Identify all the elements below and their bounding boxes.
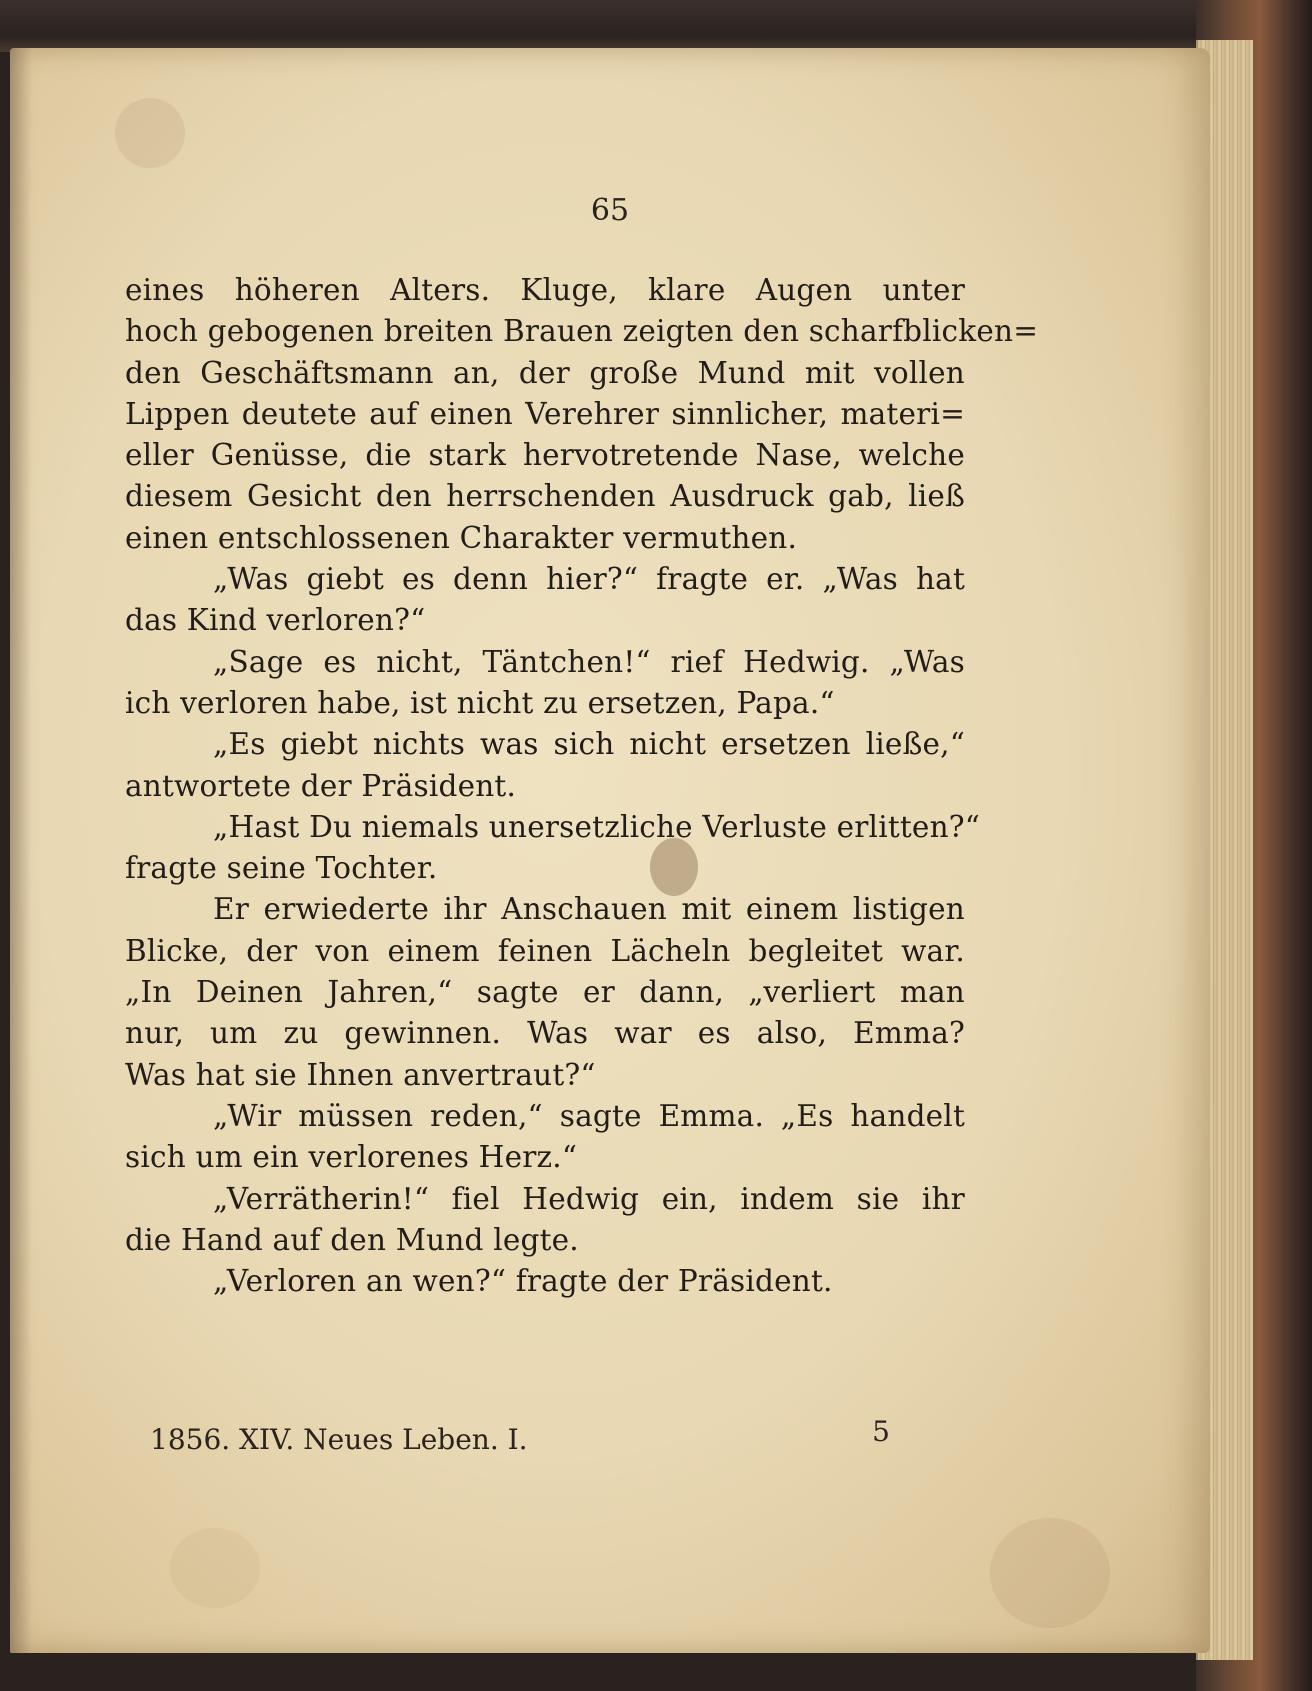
text-line: Blicke, der von einem feinen Lächeln begleitet war. [125, 933, 965, 968]
text-line: Er erwiederte ihr Anschauen mit einem listigen [213, 892, 965, 927]
text-line: eines höheren Alters. Kluge, klare Augen unter [125, 273, 965, 307]
text-line: hoch gebogenen breiten Brauen zeigten den scharfblicken= [125, 314, 1039, 349]
text-line: Was hat sie Ihnen anvertraut?“ [125, 1057, 596, 1092]
text-line: „Wir müssen reden,“ sagte Emma. „Es handelt [213, 1098, 965, 1133]
body-text [125, 270, 1039, 1302]
text-line: die Hand auf den Mund legte. [125, 1222, 579, 1257]
paper-stain [170, 1528, 260, 1608]
text-line: nur, um zu gewinnen. Was war es also, Emma? [125, 1016, 965, 1051]
signature-mark: 5 [872, 1415, 890, 1448]
text-line: diesem Gesicht den herrschenden Ausdruck gab, ließ [125, 479, 965, 514]
text-line: sich um ein verlorenes Herz.“ [125, 1140, 578, 1175]
page-crease [10, 48, 32, 1653]
imprint-line: 1856. XIV. Neues Leben. I. [150, 1423, 528, 1456]
text-line: einen entschlossenen Charakter vermuthen. [125, 520, 798, 555]
text-line: „Verloren an wen?“ fragte der Präsident. [213, 1264, 833, 1299]
text-line: ich verloren habe, ist nicht zu ersetzen, Papa.“ [125, 685, 835, 720]
text-line: den Geschäftsmann an, der große Mund mit vollen [125, 355, 965, 390]
text-line: Lippen deutete auf einen Verehrer sinnlicher, materi= [125, 396, 965, 431]
page-number: 65 [590, 193, 630, 228]
book-page [10, 48, 1210, 1653]
text-line: fragte seine Tochter. [125, 851, 438, 886]
text-line: antwortete der Präsident. [125, 768, 517, 803]
paper-stain [990, 1518, 1110, 1628]
text-line: „Was giebt es denn hier?“ fragte er. „Was hat [213, 562, 965, 597]
text-line: „Verrätherin!“ fiel Hedwig ein, indem sie ihr [213, 1181, 965, 1216]
paper-stain [115, 98, 185, 168]
text-line: „Sage es nicht, Täntchen!“ rief Hedwig. „Was [213, 644, 965, 679]
text-line: das Kind verloren?“ [125, 603, 426, 638]
text-line: „Es giebt nichts was sich nicht ersetzen ließe,“ [213, 727, 965, 762]
text-line: „Hast Du niemals unersetzliche Verluste erlitten?“ [213, 809, 981, 844]
page-footer [150, 1415, 890, 1456]
book-cover-top [0, 0, 1312, 52]
text-line: eller Genüsse, die stark hervotretende Nase, welche [125, 438, 965, 473]
text-line: „In Deinen Jahren,“ sagte er dann, „verliert man [125, 975, 965, 1010]
